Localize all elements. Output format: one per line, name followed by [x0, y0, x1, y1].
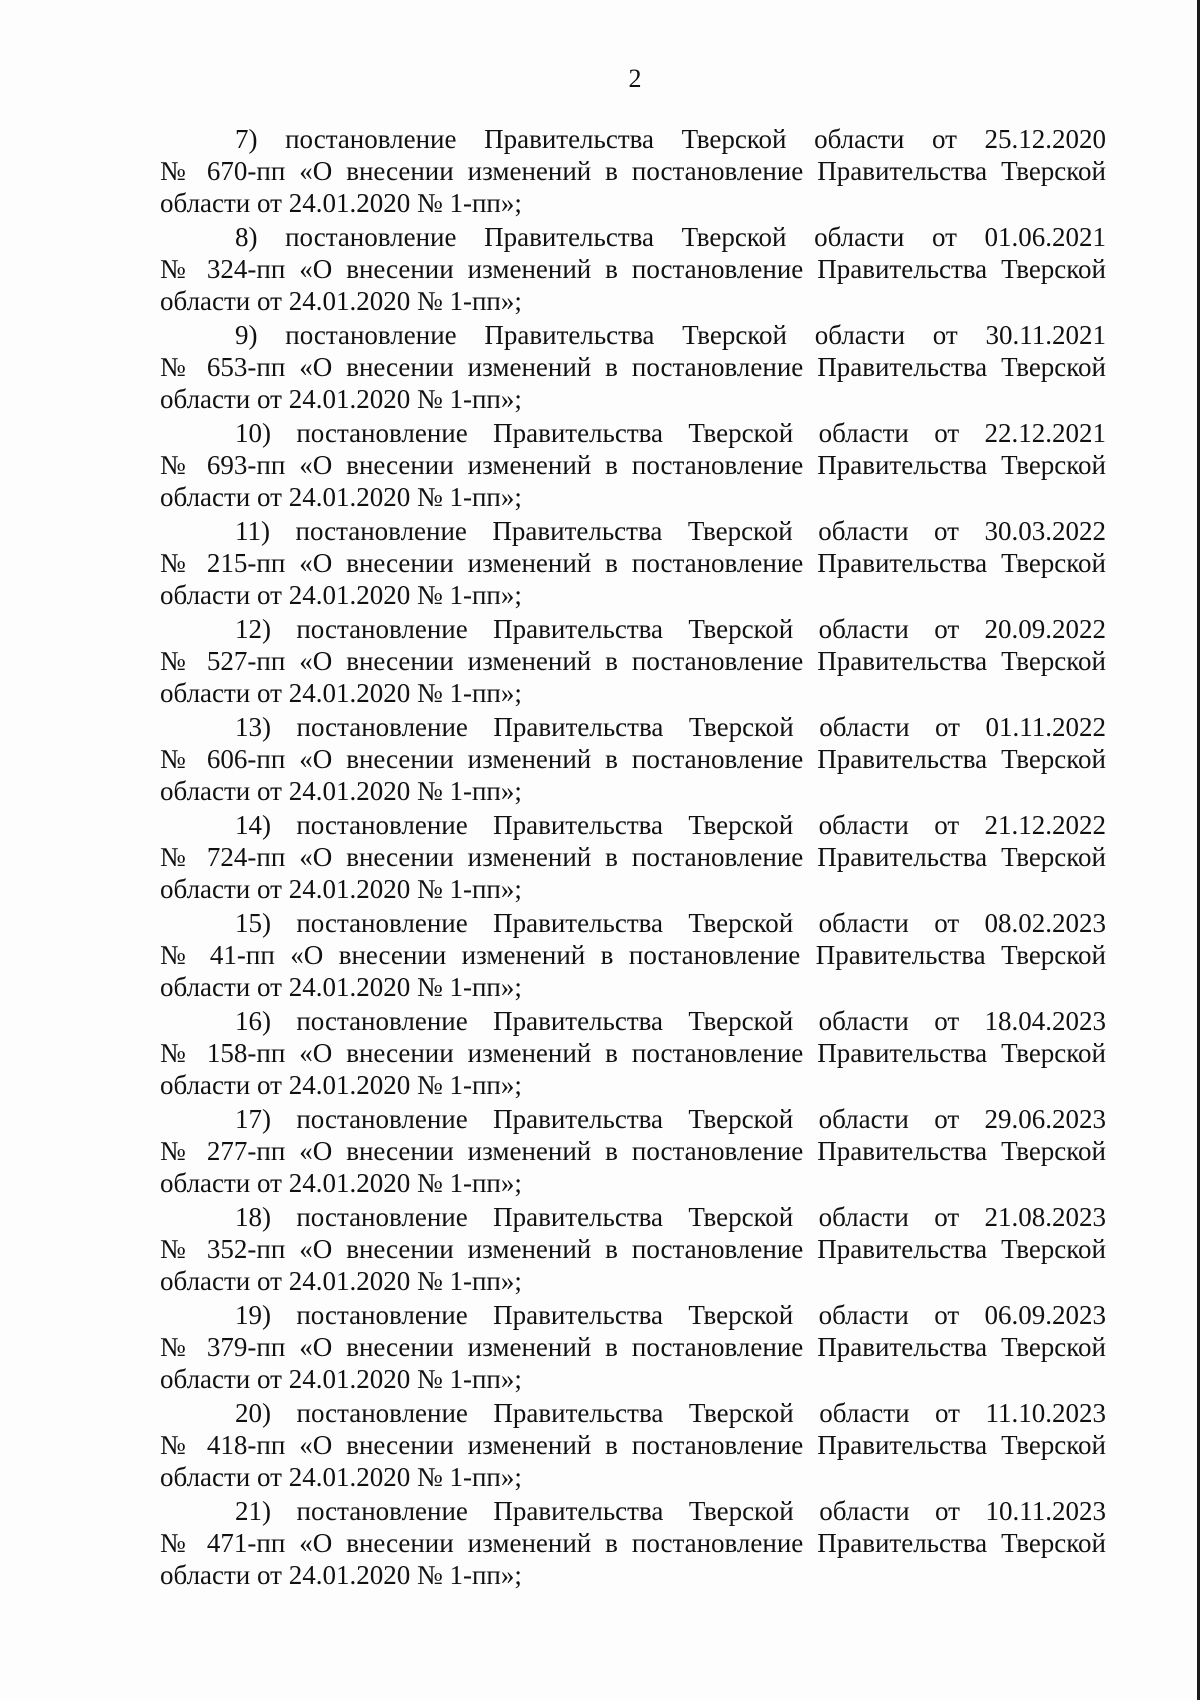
list-item-line1: 13) постановление Правительства Тверской области от 01.11.2022 [235, 712, 1106, 742]
list-item-line1: 19) постановление Правительства Тверской области от 06.09.2023 [235, 1300, 1106, 1330]
list-item-line1: 7) постановление Правительства Тверской области от 25.12.2020 [235, 124, 1106, 154]
list-item-line1: 20) постановление Правительства Тверской области от 11.10.2023 [235, 1398, 1106, 1428]
list-item-line2: № 606-пп «О внесении изменений в постановление Правительства Тверской [160, 744, 1106, 774]
list-item [160, 123, 1106, 221]
list-item [160, 1005, 1106, 1103]
list-item-line2: № 277-пп «О внесении изменений в постановление Правительства Тверской [160, 1136, 1106, 1166]
list-item-line2: № 693-пп «О внесении изменений в постановление Правительства Тверской [160, 450, 1106, 480]
list-item [160, 1397, 1106, 1495]
list-item-line1: 9) постановление Правительства Тверской области от 30.11.2021 [235, 320, 1106, 350]
list-item-line1: 8) постановление Правительства Тверской области от 01.06.2021 [235, 222, 1106, 252]
list-item-line1: 16) постановление Правительства Тверской области от 18.04.2023 [235, 1006, 1106, 1036]
list-item-line3: области от 24.01.2020 № 1-пп»; [160, 1462, 522, 1492]
list-item [160, 319, 1106, 417]
list-item-line3: области от 24.01.2020 № 1-пп»; [160, 188, 522, 218]
list-item-line1: 15) постановление Правительства Тверской области от 08.02.2023 [235, 908, 1106, 938]
list-item-line3: области от 24.01.2020 № 1-пп»; [160, 482, 522, 512]
list-item-line2: № 215-пп «О внесении изменений в постановление Правительства Тверской [160, 548, 1106, 578]
list-item-line3: области от 24.01.2020 № 1-пп»; [160, 1070, 522, 1100]
list-item-line2: № 527-пп «О внесении изменений в постановление Правительства Тверской [160, 646, 1106, 676]
list-item-line3: области от 24.01.2020 № 1-пп»; [160, 1266, 522, 1296]
list-item-line1: 11) постановление Правительства Тверской области от 30.03.2022 [235, 516, 1106, 546]
list-item-line3: области от 24.01.2020 № 1-пп»; [160, 384, 522, 414]
list-item-line2: № 158-пп «О внесении изменений в постановление Правительства Тверской [160, 1038, 1106, 1068]
list-item [160, 221, 1106, 319]
list-item-line3: области от 24.01.2020 № 1-пп»; [160, 972, 522, 1002]
list-item [160, 1299, 1106, 1397]
list-item [160, 809, 1106, 907]
list-item-line2: № 352-пп «О внесении изменений в постановление Правительства Тверской [160, 1234, 1106, 1264]
list-item-line2: № 724-пп «О внесении изменений в постановление Правительства Тверской [160, 842, 1106, 872]
list-item-line3: области от 24.01.2020 № 1-пп»; [160, 1168, 522, 1198]
list-item [160, 1201, 1106, 1299]
list-item-line3: области от 24.01.2020 № 1-пп»; [160, 286, 522, 316]
list-item-line3: области от 24.01.2020 № 1-пп»; [160, 1364, 522, 1394]
list-item-line3: области от 24.01.2020 № 1-пп»; [160, 874, 522, 904]
list-item [160, 907, 1106, 1005]
list-item [160, 417, 1106, 515]
list-item [160, 1495, 1106, 1593]
list-item-line1: 18) постановление Правительства Тверской области от 21.08.2023 [235, 1202, 1106, 1232]
list-item-line1: 12) постановление Правительства Тверской области от 20.09.2022 [235, 614, 1106, 644]
list-item [160, 1103, 1106, 1201]
list-item [160, 711, 1106, 809]
list-item-line3: области от 24.01.2020 № 1-пп»; [160, 776, 522, 806]
list-item [160, 613, 1106, 711]
page-number: 2 [628, 64, 642, 93]
list-of-resolutions [160, 123, 1106, 1593]
list-item-line2: № 41-пп «О внесении изменений в постановление Правительства Тверской [160, 940, 1106, 970]
list-item-line2: № 653-пп «О внесении изменений в постановление Правительства Тверской [160, 352, 1106, 382]
list-item-line1: 14) постановление Правительства Тверской области от 21.12.2022 [235, 810, 1106, 840]
list-item [160, 515, 1106, 613]
list-item-line1: 21) постановление Правительства Тверской области от 10.11.2023 [235, 1496, 1106, 1526]
list-item-line2: № 324-пп «О внесении изменений в постановление Правительства Тверской [160, 254, 1106, 284]
list-item-line2: № 670-пп «О внесении изменений в постановление Правительства Тверской [160, 156, 1106, 186]
list-item-line1: 10) постановление Правительства Тверской области от 22.12.2021 [235, 418, 1106, 448]
list-item-line2: № 418-пп «О внесении изменений в постановление Правительства Тверской [160, 1430, 1106, 1460]
list-item-line2: № 471-пп «О внесении изменений в постановление Правительства Тверской [160, 1528, 1106, 1558]
list-item-line3: области от 24.01.2020 № 1-пп»; [160, 580, 522, 610]
list-item-line3: области от 24.01.2020 № 1-пп»; [160, 1560, 522, 1590]
list-item-line2: № 379-пп «О внесении изменений в постановление Правительства Тверской [160, 1332, 1106, 1362]
list-item-line1: 17) постановление Правительства Тверской области от 29.06.2023 [235, 1104, 1106, 1134]
list-item-line3: области от 24.01.2020 № 1-пп»; [160, 678, 522, 708]
